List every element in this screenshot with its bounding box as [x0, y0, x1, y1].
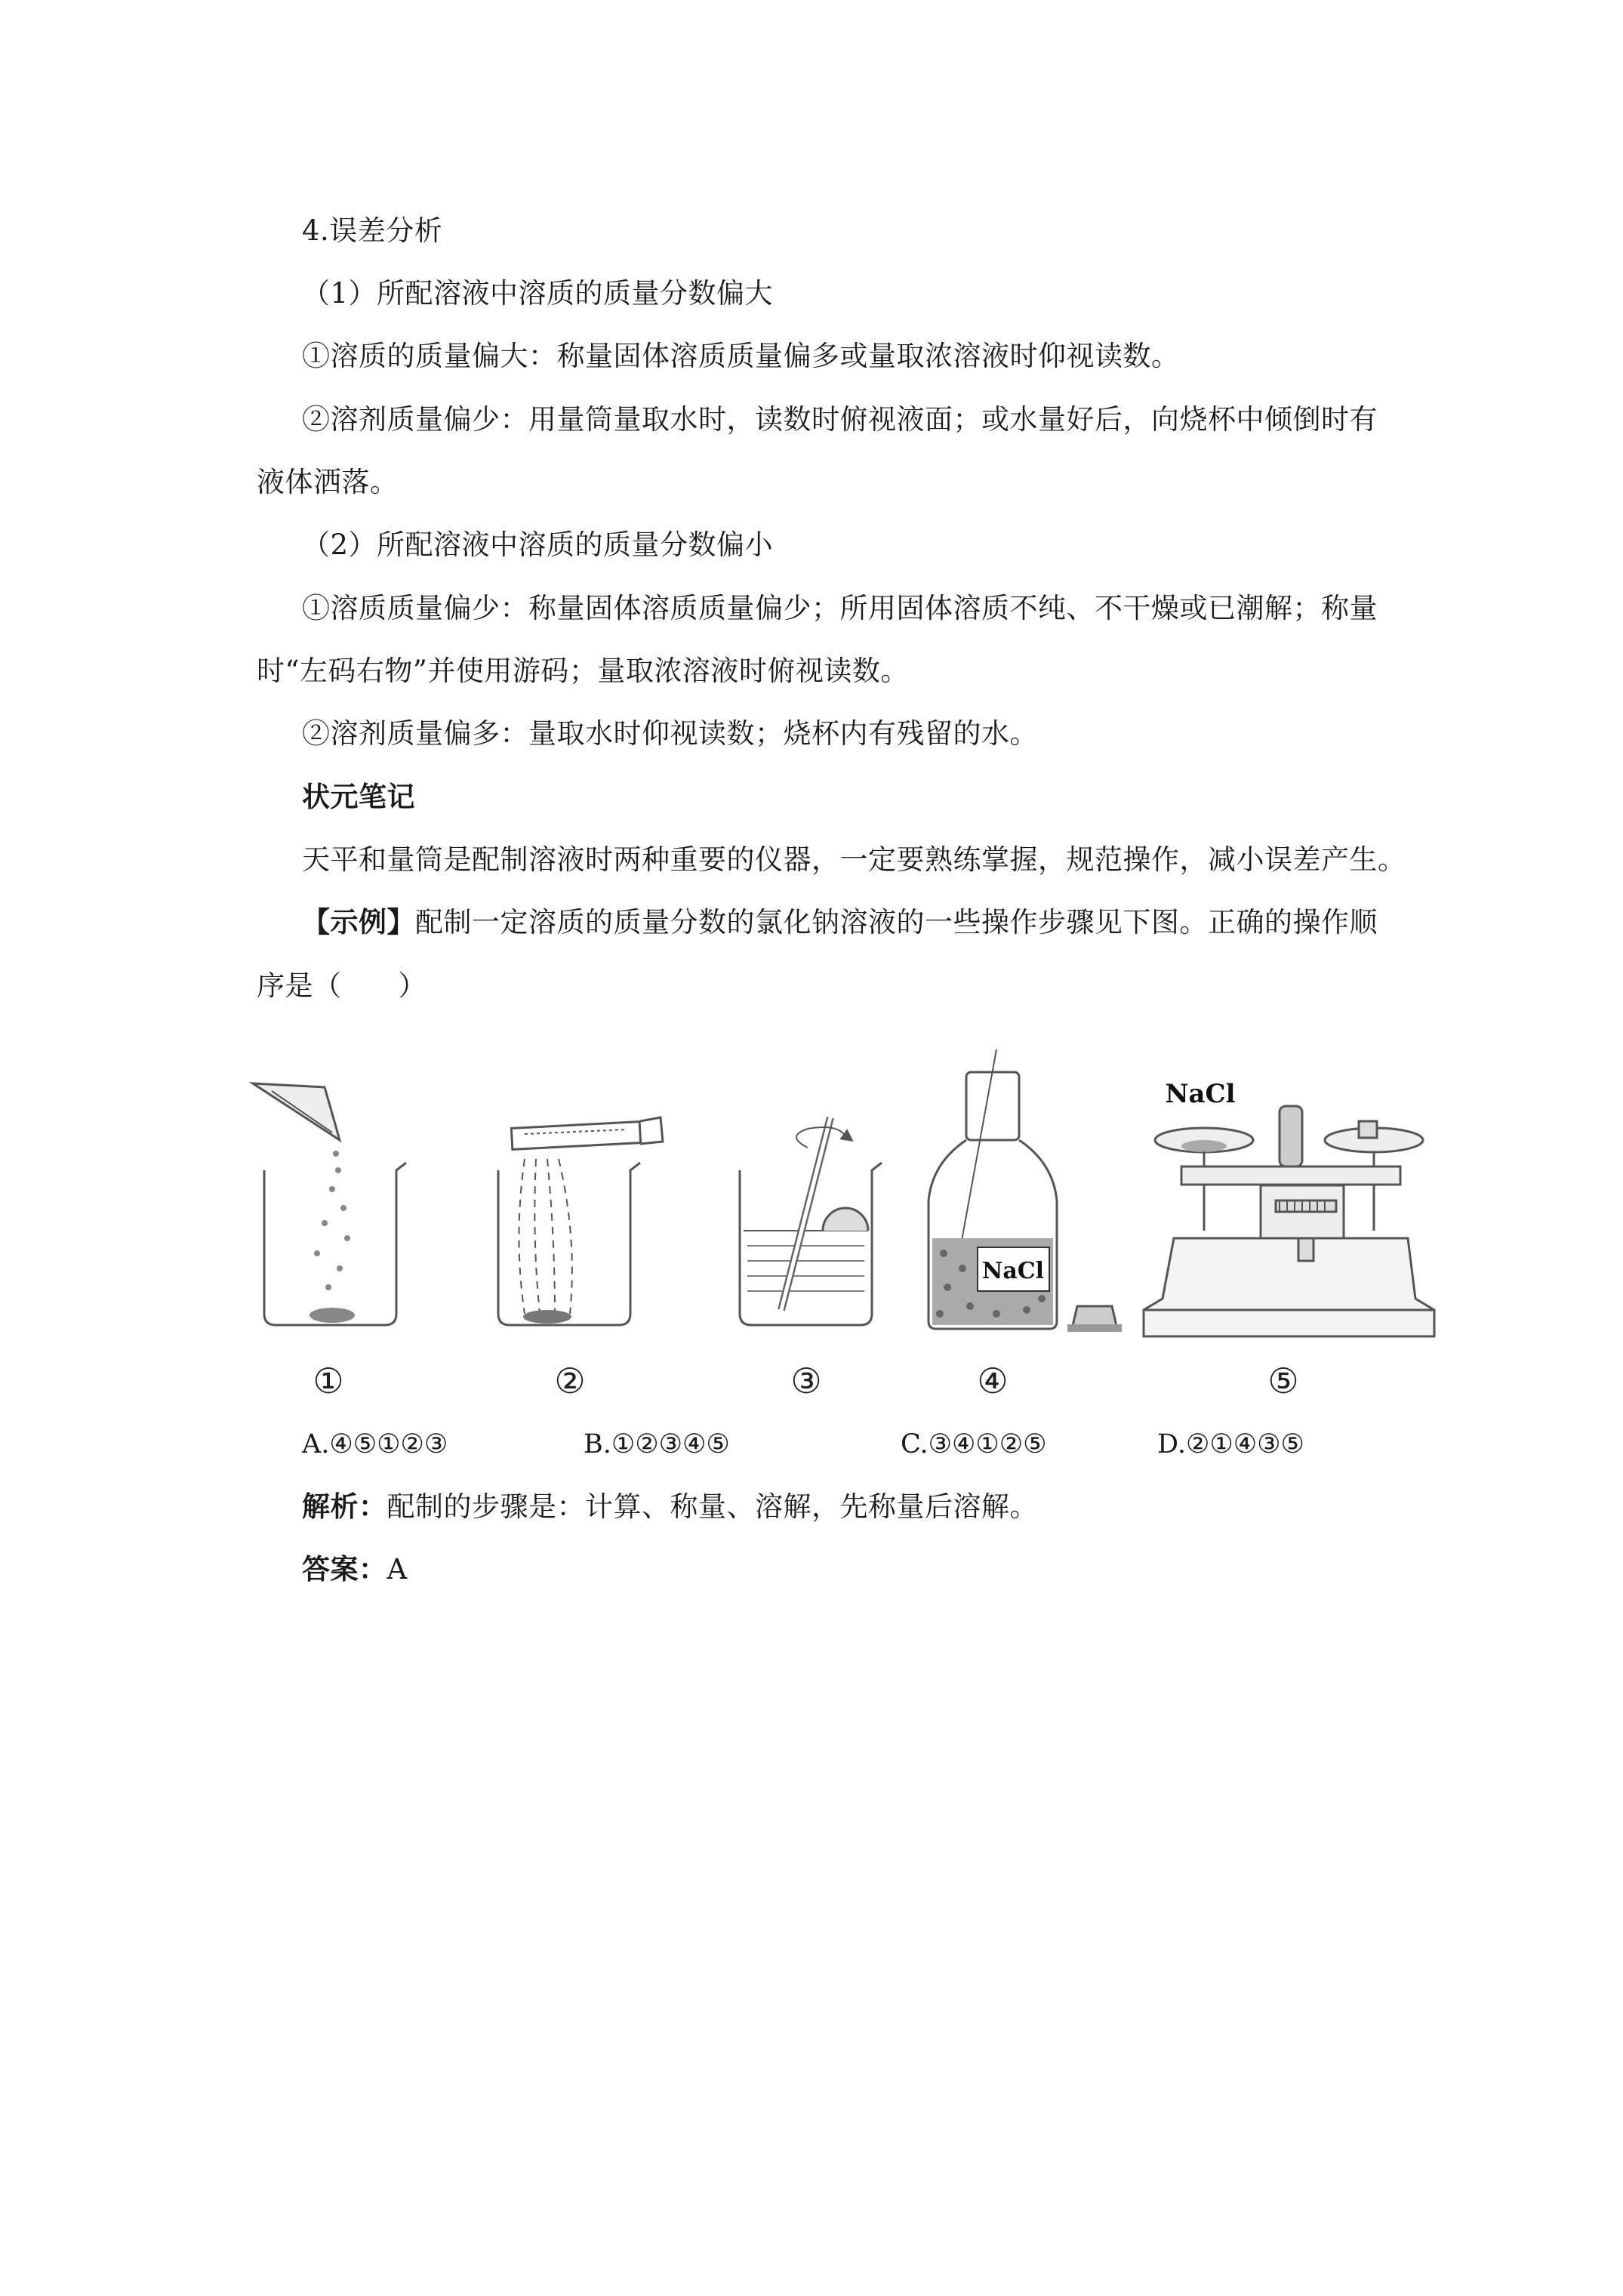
paragraph-continuation: 时“左码右物”并使用游码；量取浓溶液时俯视读数。	[257, 655, 909, 687]
option-a: A.④⑤①②③	[302, 1429, 448, 1459]
step-2-add-water-illustration	[498, 1117, 663, 1325]
bottle-label: NaCl	[981, 1258, 1045, 1284]
option-c: C.③④①②⑤	[901, 1429, 1047, 1459]
step-3-stir-illustration	[740, 1117, 882, 1325]
paragraph: ①溶质质量偏少：称量固体溶质质量偏少；所用固体溶质不纯、不干燥或已潮解；称量	[302, 592, 1378, 624]
example-paragraph-continuation: 序是（ ）	[257, 969, 427, 1002]
step-number-2: ②	[554, 1361, 586, 1401]
option-d: D.②①④③⑤	[1157, 1429, 1304, 1459]
answer-paragraph	[302, 1553, 408, 1586]
answer-label: 答案：	[302, 1553, 387, 1586]
step-4-reagent-bottle-illustration	[929, 1049, 1122, 1332]
step-number-3: ③	[790, 1361, 822, 1401]
paragraph-continuation: 液体洒落。	[257, 466, 399, 498]
example-label: 【示例】	[302, 906, 415, 938]
notes-heading: 状元笔记	[302, 781, 415, 813]
example-text: 配制一定溶质的质量分数的氯化钠溶液的一些操作步骤见下图。正确的操作顺	[415, 906, 1378, 938]
example-paragraph	[302, 908, 1378, 936]
step-number-4: ④	[977, 1361, 1009, 1401]
subheading-larger: （1）所配溶液中溶质的质量分数偏大	[302, 277, 774, 310]
paragraph: ①溶质的质量偏大：称量固体溶质质量偏多或量取浓溶液时仰视读数。	[302, 340, 1180, 372]
procedure-figure	[226, 1049, 1464, 1404]
paragraph: ②溶剂质量偏少：用量筒量取水时，读数时俯视液面；或水量好后，向烧杯中倾倒时有	[302, 403, 1378, 436]
section-heading: 4.误差分析	[302, 214, 443, 247]
analysis-label: 解析：	[302, 1490, 387, 1523]
paragraph: ②溶剂质量偏多：量取水时仰视读数；烧杯内有残留的水。	[302, 717, 1038, 750]
step-number-1: ①	[313, 1361, 344, 1401]
step-1-add-solid-illustration	[253, 1083, 406, 1325]
analysis-text: 配制的步骤是：计算、称量、溶解，先称量后溶解。	[387, 1490, 1038, 1523]
analysis-paragraph	[302, 1490, 1038, 1523]
subheading-smaller: （2）所配溶液中溶质的质量分数偏小	[302, 529, 774, 561]
step-5-balance-illustration	[1144, 1079, 1434, 1336]
answer-text: A	[387, 1553, 408, 1586]
step-number-5: ⑤	[1267, 1361, 1299, 1401]
notes-paragraph: 天平和量筒是配制溶液时两种重要的仪器，一定要熟练掌握，规范操作，减小误差产生。	[302, 843, 1406, 876]
balance-label: NaCl	[1165, 1079, 1236, 1109]
option-b: B.①②③④⑤	[584, 1429, 730, 1459]
